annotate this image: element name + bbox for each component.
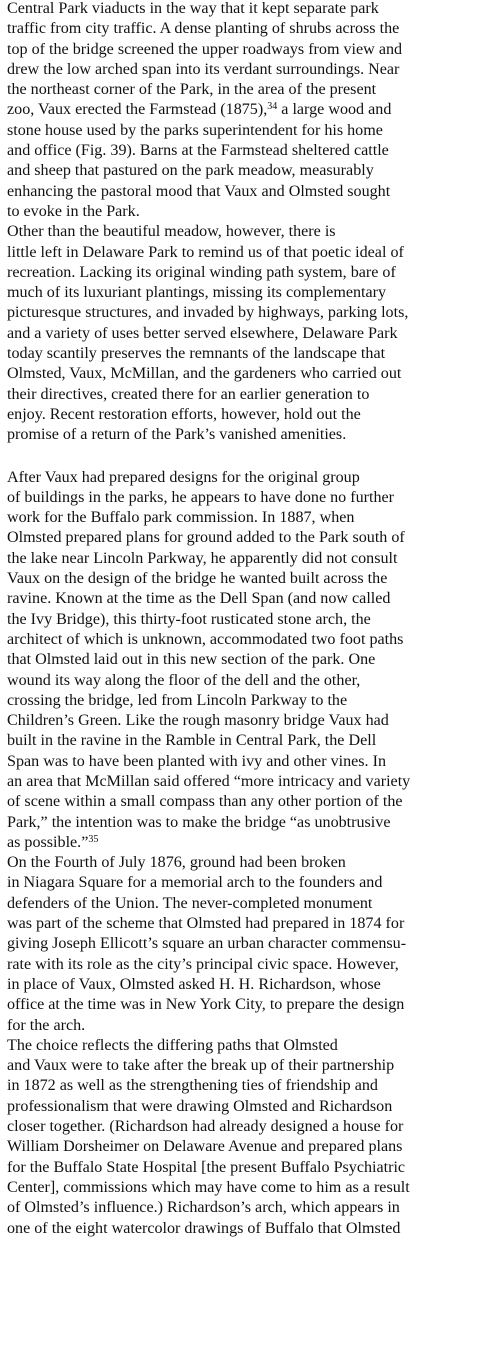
paragraph-text: After Vaux had prepared designs for the original group of buildings in the parks, he appears to have done no further work for the Buffalo park commission. In 1887, when Olmsted prepared plans for ground added to the Park south of the lake near Lincoln Parkway, he apparently did not consult Vaux on the design of the bridge he wanted built across the ravine. Known at the time as the Dell Span (and now called the Ivy Bridge), this thirty-foot rusticated stone arch, the architect of which is unknown, accommodated two foot paths that Olmsted laid out in this new section of the park. One wound its way along the floor of the dell and the other, crossing the bridge, led from Lincoln Parkway to the Children’s Green. Like the rough masonry bridge Vaux had built in the ravine in the Ramble in Central Park, the Dell Span was to have been planted with ivy and other vines. In an area that McMillan said offered “more intricacy and variety of scene within a small compass than any other portion of the Park,” the intention was to make the bridge “as unobtrusive as possible.” — [7, 468, 411, 851]
paragraph-text: On the Fourth of July 1876, ground had been broken in Niagara Square for a memorial arch to the founders and defenders of the Union. The never-completed monument was part of the scheme that Olmsted had prepared in 1874 for giving Joseph Ellicott’s square an urban character commensu- rate with its role as the city’s principal civic space. However, in place of Vaux, Olmsted asked H. H. Richardson, whose office at the time was in New York City, to prepare the design for the arch. — [7, 854, 407, 1034]
paragraph-niagara-square — [7, 853, 498, 1036]
footnote-marker[interactable]: 35 — [88, 833, 99, 845]
paragraph-richardson — [7, 1036, 498, 1239]
paragraph-meadow — [7, 222, 498, 445]
paragraph-farmstead — [7, 0, 498, 222]
paragraph-text: Central Park viaducts in the way that it kept separate park traffic from city traffic. A dense planting of shrubs across the top of the bridge screened the upper roadways from view and drew the low arched span into its verdant surroundings. Near the northeast corner of the Park, in the area of the present zoo, Vaux erected the Farmstead (1875), — [7, 0, 403, 119]
paragraph-text: Other than the beautiful meadow, however, there is little left in Delaware Park to remind us of that poetic ideal of recreation. Lacking its original winding path system, bare of much of its luxuriant plantings, missing its complementary picturesque structures, and invaded by highways, parking lots, and a variety of uses better served elsewhere, Delaware Park today scantily preserves the remnants of the landscape that Olmsted, Vaux, McMillan, and the gardeners who carried out their directives, created there for an earlier generation to enjoy. Recent restoration efforts, however, hold out the promise of a return of the Park’s vanished amenities. — [7, 223, 409, 444]
section-break — [7, 446, 498, 468]
paragraph-text: The choice reflects the differing paths that Olmsted and Vaux were to take after the break up of their partnership in 1872 as well as the strengthening ties of friendship and professionalism that were drawing Olmsted and Richardson closer together. (Richardson had already designed a house for William Dorsheimer on Delaware Avenue and prepared plans for the Buffalo State Hospital [the present Buffalo Psychiatric Center], commissions which may have come to him as a result of Olmsted’s influence.) Richardson’s arch, which appears in one of the eight watercolor drawings of Buffalo that Olmsted — [7, 1036, 410, 1237]
paragraph-text: a large wood and stone house used by the parks superintendent for his home and office (Fig. 39). Barns at the Farmstead sheltered cattle and sheep that pastured on the park meadow, measurably enhancing the pastoral mood that Vaux and Olmsted sought to evoke in the Park. — [7, 101, 392, 220]
paragraph-dell-span — [7, 468, 498, 854]
footnote-marker[interactable]: 34 — [267, 101, 278, 113]
